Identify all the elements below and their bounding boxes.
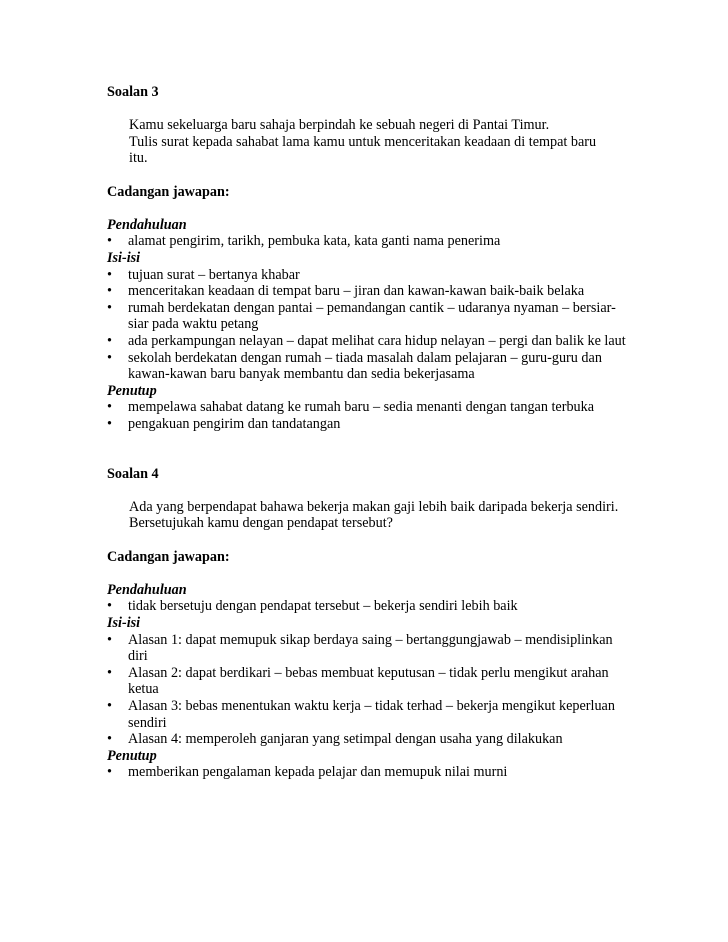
- intro-heading: Pendahuluan: [107, 216, 187, 233]
- intro-list: [107, 233, 627, 250]
- question-3-title: Soalan 3: [107, 84, 159, 100]
- list-item: • rumah berdekatan dengan pantai – pemandangan cantik – udaranya nyaman – bersiar-siar pada waktu petang: [107, 300, 627, 333]
- list-item: • Alasan 2: dapat berdikari – bebas membuat keputusan – tidak perlu mengikut arahan ketua: [107, 665, 627, 698]
- body-list: [107, 632, 627, 748]
- question-line: Tulis surat kepada sahabat lama kamu untuk menceritakan keadaan di tempat baru: [129, 133, 597, 150]
- answer-heading: Cadangan jawapan:: [107, 548, 230, 565]
- closing-list: [107, 764, 627, 781]
- list-item: • memberikan pengalaman kepada pelajar dan memupuk nilai murni: [107, 764, 627, 781]
- closing-list: [107, 399, 627, 432]
- closing-heading: Penutup: [107, 382, 157, 399]
- question-line: itu.: [129, 150, 148, 167]
- list-item: • menceritakan keadaan di tempat baru – jiran dan kawan-kawan baik-baik belaka: [107, 283, 627, 300]
- intro-list: [107, 598, 627, 615]
- question-4-title: Soalan 4: [107, 465, 159, 482]
- question-line: Kamu sekeluarga baru sahaja berpindah ke sebuah negeri di Pantai Timur.: [129, 117, 550, 134]
- question-3-section: [107, 84, 627, 432]
- list-item: • sekolah berdekatan dengan rumah – tiada masalah dalam pelajaran – guru-guru dan kawan-kawan baru banyak membantu dan sedia bekerjasama: [107, 350, 627, 383]
- intro-heading: Pendahuluan: [107, 581, 187, 598]
- list-item: • Alasan 4: memperoleh ganjaran yang setimpal dengan usaha yang dilakukan: [107, 731, 627, 748]
- question-4-section: [107, 466, 627, 781]
- document-page: [107, 84, 627, 781]
- closing-heading: Penutup: [107, 747, 157, 764]
- body-heading: Isi-isi: [107, 615, 141, 631]
- question-4-text: [107, 499, 627, 532]
- list-item: • mempelawa sahabat datang ke rumah baru – sedia menanti dengan tangan terbuka: [107, 399, 627, 416]
- list-item: • Alasan 3: bebas menentukan waktu kerja – tidak terhad – bekerja mengikut keperluan sendiri: [107, 698, 627, 731]
- list-item: • Alasan 1: dapat memupuk sikap berdaya saing – bertanggungjawab – mendisiplinkan diri: [107, 632, 627, 665]
- question-3-text: [107, 117, 627, 167]
- body-heading: Isi-isi: [107, 249, 141, 266]
- question-line: Ada yang berpendapat bahawa bekerja makan gaji lebih baik daripada bekerja sendiri.: [129, 498, 619, 515]
- list-item: • pengakuan pengirim dan tandatangan: [107, 416, 627, 433]
- list-item: • tidak bersetuju dengan pendapat tersebut – bekerja sendiri lebih baik: [107, 598, 627, 615]
- body-list: [107, 267, 627, 383]
- answer-heading: Cadangan jawapan:: [107, 183, 230, 200]
- list-item: • tujuan surat – bertanya khabar: [107, 267, 627, 284]
- question-line: Bersetujukah kamu dengan pendapat tersebut?: [129, 515, 393, 532]
- list-item: • alamat pengirim, tarikh, pembuka kata, kata ganti nama penerima: [107, 233, 627, 250]
- list-item: • ada perkampungan nelayan – dapat melihat cara hidup nelayan – pergi dan balik ke laut: [107, 333, 627, 350]
